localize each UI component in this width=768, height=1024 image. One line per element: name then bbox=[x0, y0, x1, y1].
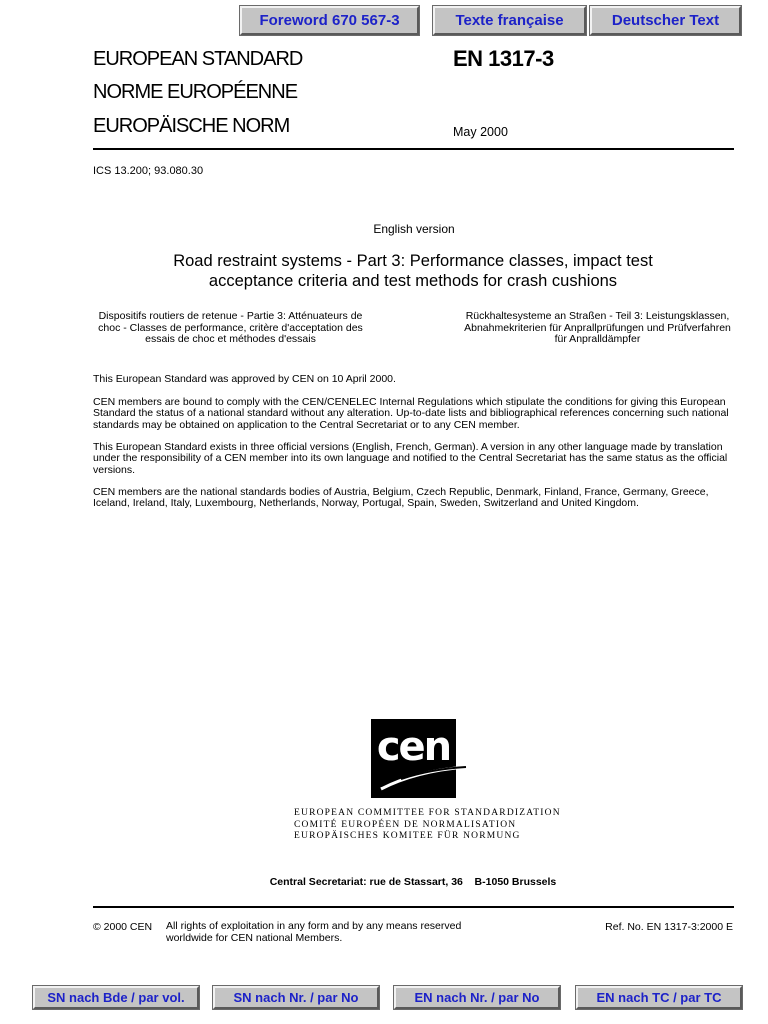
cen-names bbox=[294, 808, 561, 843]
cen-name-fr: COMITÉ EUROPÉEN DE NORMALISATION bbox=[294, 819, 517, 830]
header-european-standard: EUROPEAN STANDARD bbox=[93, 48, 303, 70]
en-by-tc-button[interactable]: EN nach TC / par TC bbox=[576, 986, 742, 1009]
sn-by-number-button[interactable]: SN nach Nr. / par No bbox=[213, 986, 379, 1009]
header-divider bbox=[93, 148, 734, 150]
cen-logo-text: cen bbox=[376, 724, 451, 770]
rights-statement: All rights of exploitation in any form and by any means reserved worldwide for CEN national Members. bbox=[166, 920, 462, 944]
footer-divider bbox=[93, 906, 734, 908]
sn-by-volume-button[interactable]: SN nach Bde / par vol. bbox=[33, 986, 199, 1009]
header-norme-europeenne: NORME EUROPÉENNE bbox=[93, 81, 298, 103]
french-text-button[interactable]: Texte française bbox=[433, 6, 586, 35]
foreword-button[interactable]: Foreword 670 567-3 bbox=[240, 6, 419, 35]
central-secretariat-address: Central Secretariat: rue de Stassart, 36 B-1050 Brussels bbox=[269, 876, 557, 888]
copyright: © 2000 CEN bbox=[93, 921, 153, 933]
document-title-fr: Dispositifs routiers de retenue - Partie 3: Atténuateurs de choc - Classes de performance, critère d'acceptation des essais de choc et méthodes d'essais bbox=[98, 310, 363, 345]
cen-logo-swoosh-icon bbox=[371, 719, 466, 798]
german-text-button[interactable]: Deutscher Text bbox=[590, 6, 741, 35]
ics-code: ICS 13.200; 93.080.30 bbox=[93, 165, 204, 177]
cen-name-en: EUROPEAN COMMITTEE FOR STANDARDIZATION bbox=[294, 808, 561, 818]
cen-name-de: EUROPÄISCHES KOMITEE FÜR NORMUNG bbox=[294, 831, 521, 841]
reference-number: Ref. No. EN 1317-3:2000 E bbox=[605, 921, 733, 933]
english-version-label: English version bbox=[373, 222, 455, 236]
members-paragraph: CEN members are the national standards bodies of Austria, Belgium, Czech Republic, Denmark, Finland, France, Germany, Greece, Iceland, Ireland, Italy, Luxembourg, Netherlands, Norway, Portugal, Spain, Sweden, Switzerland and United Kingdom. bbox=[93, 486, 709, 510]
publication-date: May 2000 bbox=[453, 125, 508, 139]
approval-paragraph: This European Standard was approved by CEN on 10 April 2000. bbox=[93, 373, 396, 385]
header-europaische-norm: EUROPÄISCHE NORM bbox=[93, 115, 290, 137]
compliance-paragraph: CEN members are bound to comply with the CEN/CENELEC Internal Regulations which stipulate the conditions for giving this European Standard the status of a national standard without any alteration. Up-to-date lists and bibliographical references concerning such national standards may be obtained on application to the Central Secretariat or to any CEN member. bbox=[93, 396, 729, 431]
en-by-number-button[interactable]: EN nach Nr. / par No bbox=[394, 986, 560, 1009]
cen-logo bbox=[371, 719, 456, 798]
document-title-en: Road restraint systems - Part 3: Performance classes, impact test acceptance criteria and test methods for crash cushions bbox=[173, 252, 653, 290]
versions-paragraph: This European Standard exists in three official versions (English, French, German). A version in any other language made by translation under the responsibility of a CEN member into its own language and notified to the Central Secretariat has the same status as the official versions. bbox=[93, 441, 728, 476]
document-number: EN 1317-3 bbox=[453, 46, 554, 71]
document-title-de: Rückhaltesysteme an Straßen - Teil 3: Leistungsklassen, Abnahmekriterien für Anprallprüfungen und Prüfverfahren für Anpralldämpfer bbox=[464, 310, 731, 345]
